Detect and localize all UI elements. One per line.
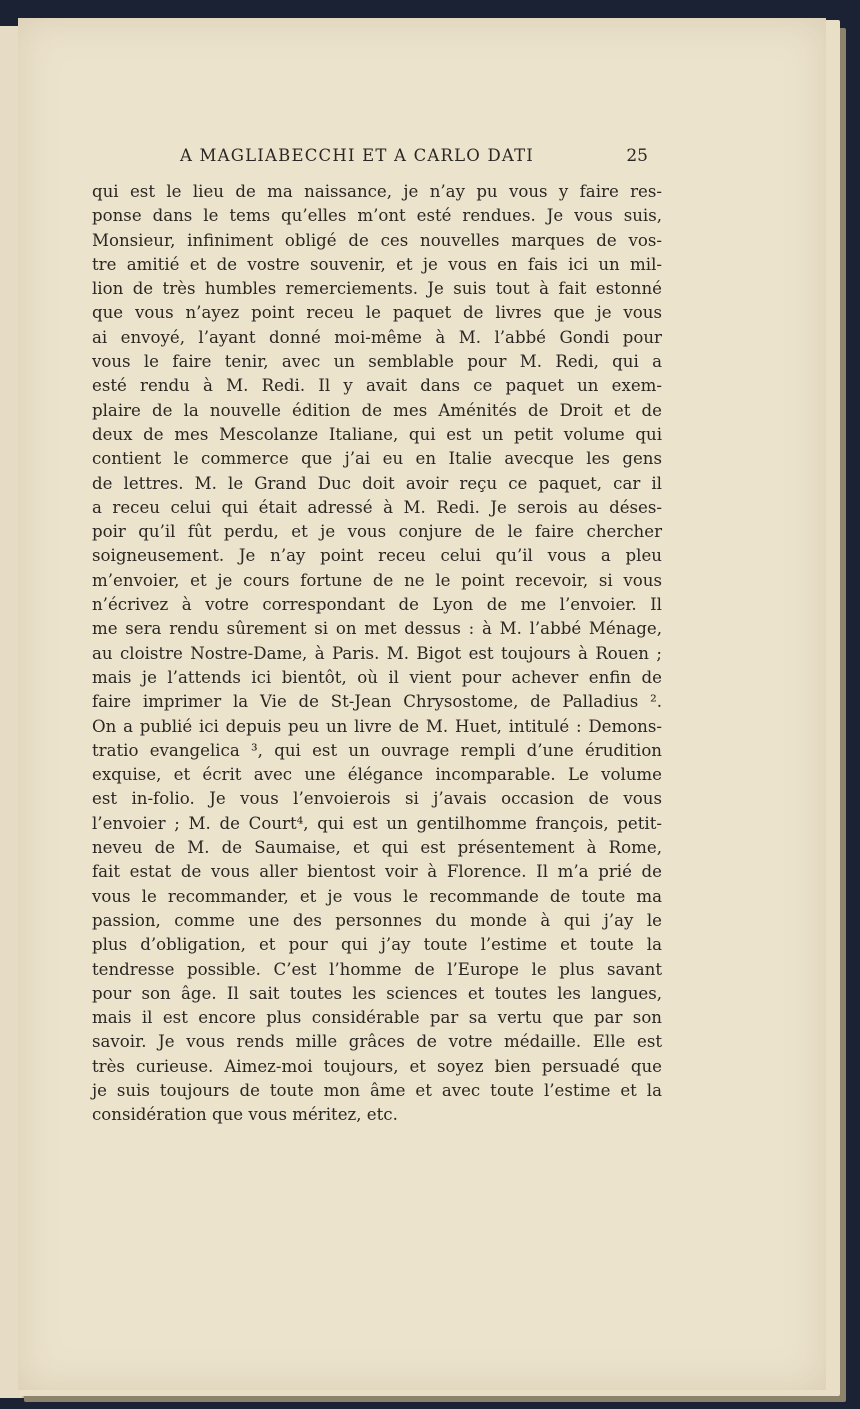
text-line: qui est le lieu de ma naissance, je n’ay pu vous y faire res- <box>92 182 662 201</box>
text-line: vous le recommander, et je vous le recommande de toute ma <box>92 886 662 906</box>
text-line: mais je l’attends ici bientôt, où il vient pour achever enfin de <box>92 667 662 687</box>
text-line: m’envoier, et je cours fortune de ne le point recevoir, si vous <box>92 570 662 590</box>
text-line: esté rendu à M. Redi. Il y avait dans ce paquet un exem- <box>92 376 662 396</box>
text-line: savoir. Je vous rends mille grâces de votre médaille. Elle est <box>92 1032 662 1052</box>
text-line: tre amitié et de vostre souvenir, et je vous en fais ici un mil- <box>92 254 662 274</box>
text-line: Monsieur, infiniment obligé de ces nouvelles marques de vos- <box>92 230 662 250</box>
text-line: soigneusement. Je n’ay point receu celui qu’il vous a pleu <box>92 546 662 566</box>
text-line: vous le faire tenir, avec un semblable pour M. Redi, qui a <box>92 352 662 372</box>
text-line: l’envoier ; M. de Court⁴, qui est un gentilhomme françois, petit- <box>92 813 662 833</box>
text-line: plus d’obligation, et pour qui j’ay toute l’estime et toute la <box>92 935 662 955</box>
page-number: 25 <box>626 146 648 166</box>
text-line: considération que vous méritez, etc. <box>92 1105 398 1125</box>
text-line: faire imprimer la Vie de St-Jean Chrysostome, de Palladius ². <box>92 692 662 712</box>
text-line: contient le commerce que j’ai eu en Italie avecque les gens <box>92 449 662 469</box>
text-line: je suis toujours de toute mon âme et avec toute l’estime et la <box>92 1080 662 1100</box>
text-line: très curieuse. Aimez-moi toujours, et soyez bien persuadé que <box>92 1056 662 1076</box>
text-line: lion de très humbles remerciements. Je suis tout à fait estonné <box>92 279 662 299</box>
text-line: deux de mes Mescolanze Italiane, qui est un petit volume qui <box>92 424 662 444</box>
text-line: fait estat de vous aller bientost voir à Florence. Il m’a prié de <box>92 862 662 882</box>
text-line: me sera rendu sûrement si on met dessus : à M. l’abbé Ménage, <box>92 619 662 639</box>
text-line: pour son âge. Il sait toutes les sciences et toutes les langues, <box>92 983 662 1003</box>
text-line: de lettres. M. le Grand Duc doit avoir reçu ce paquet, car il <box>92 473 662 493</box>
text-line: passion, comme une des personnes du monde à qui j’ay le <box>92 910 662 930</box>
text-line: mais il est encore plus considérable par sa vertu que par son <box>92 1008 662 1028</box>
text-line: tratio evangelica ³, qui est un ouvrage rempli d’une érudition <box>92 740 662 760</box>
text-line: poir qu’il fût perdu, et je vous conjure de le faire chercher <box>92 522 662 542</box>
body-text <box>92 180 662 1128</box>
page-header <box>180 146 660 176</box>
text-line: que vous n’ayez point receu le paquet de livres que je vous <box>92 303 662 323</box>
text-line: a receu celui qui était adressé à M. Redi. Je serois au déses- <box>92 497 662 517</box>
text-line: est in-folio. Je vous l’envoierois si j’avais occasion de vous <box>92 789 662 809</box>
text-line: tendresse possible. C’est l’homme de l’Europe le plus savant <box>92 959 662 979</box>
text-line: plaire de la nouvelle édition de mes Aménités de Droit et de <box>92 400 662 420</box>
text-line: au cloistre Nostre-Dame, à Paris. M. Bigot est toujours à Rouen ; <box>92 643 662 663</box>
text-line: On a publié ici depuis peu un livre de M. Huet, intitulé : Demons- <box>92 716 662 736</box>
text-line: n’écrivez à votre correspondant de Lyon de me l’envoier. Il <box>92 595 662 615</box>
text-line: ponse dans le tems qu’elles m’ont esté rendues. Je vous suis, <box>92 206 662 226</box>
text-line: neveu de M. de Saumaise, et qui est présentement à Rome, <box>92 838 662 858</box>
running-head: A MAGLIABECCHI ET A CARLO DATI <box>180 146 535 165</box>
text-line: ai envoyé, l’ayant donné moi-même à M. l’abbé Gondi pour <box>92 327 662 347</box>
text-line: exquise, et écrit avec une élégance incomparable. Le volume <box>92 765 662 785</box>
